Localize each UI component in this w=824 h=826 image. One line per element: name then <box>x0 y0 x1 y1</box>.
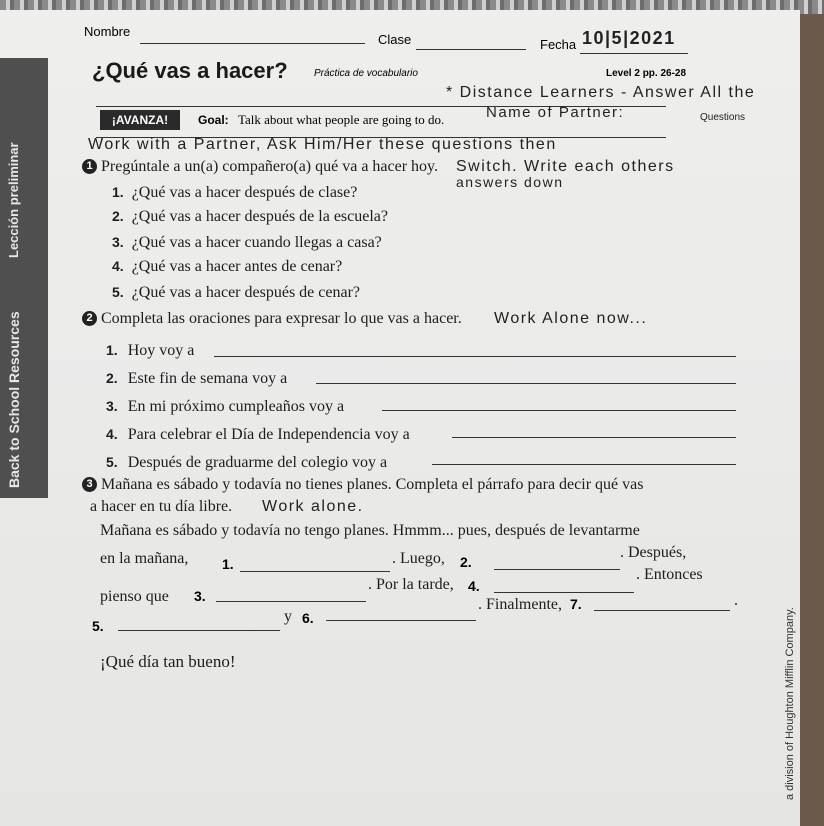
question-number: 5. <box>112 284 124 300</box>
handwritten-partner-instructions: Work with a Partner, Ask Him/Her these questions then <box>88 136 557 153</box>
handwritten-answers-down: answers down <box>456 174 564 190</box>
handwritten-questions: Questions <box>700 112 746 123</box>
sentence-item <box>106 426 410 444</box>
answer-line[interactable] <box>432 464 736 465</box>
question-number: 3. <box>112 234 124 250</box>
fecha-line[interactable] <box>580 53 688 54</box>
question-item <box>112 258 342 276</box>
blank-5-line[interactable] <box>118 630 280 631</box>
sidebar-resources-label: Back to School Resources <box>6 311 22 488</box>
paragraph-y: y <box>284 608 292 625</box>
sentence-text: Este fin de semana voy a <box>127 370 288 387</box>
nombre-label: Nombre <box>84 24 131 39</box>
handwritten-note-distance: * Distance Learners - Answer All the <box>446 84 756 101</box>
paragraph-period: . <box>734 592 738 609</box>
paragraph-entonces: . Entonces <box>636 566 703 583</box>
clase-line[interactable] <box>416 49 526 50</box>
sentence-item <box>106 370 287 388</box>
nombre-line[interactable] <box>140 43 365 44</box>
paragraph-finalmente: . Finalmente, <box>478 596 562 613</box>
question-item <box>112 284 360 302</box>
closing-line: ¡Qué día tan bueno! <box>100 652 236 671</box>
question-text: ¿Qué vas a hacer después de cenar? <box>131 284 360 301</box>
fecha-value: 10|5|2021 <box>582 28 676 48</box>
avanza-badge: ¡AVANZA! <box>100 110 180 130</box>
blank-6-line[interactable] <box>326 620 476 621</box>
side-tab <box>0 58 48 498</box>
handwritten-work-alone: Work alone. <box>262 498 364 515</box>
answer-line[interactable] <box>316 383 736 384</box>
section1-instruction: 1 Pregúntale a un(a) compañero(a) qué va a hacer hoy. <box>82 158 438 176</box>
blank-2-line[interactable] <box>494 569 620 570</box>
paragraph-por-la-tarde: . Por la tarde, <box>368 576 454 593</box>
handwritten-work-alone-now: Work Alone now... <box>494 310 648 327</box>
blank-number-6: 6. <box>302 610 314 626</box>
blank-4-line[interactable] <box>494 592 634 593</box>
question-item <box>112 184 357 202</box>
blank-number-7: 7. <box>570 596 582 612</box>
blank-number-4: 4. <box>468 578 480 594</box>
paragraph-en-la-manana: en la mañana, <box>100 550 189 567</box>
page-subtitle: Práctica de vocabulario <box>314 68 418 79</box>
question-number: 1. <box>112 184 124 200</box>
sidebar-lesson-label: Lección preliminar <box>6 142 21 258</box>
sentence-number: 3. <box>106 398 118 414</box>
question-number: 2. <box>112 208 124 224</box>
fecha-label: Fecha <box>540 37 577 52</box>
section2-number: 2 <box>82 311 97 326</box>
goal-text: Talk about what people are going to do. <box>238 112 445 127</box>
answer-line[interactable] <box>382 410 736 411</box>
paragraph-despues: . Después, <box>620 544 687 561</box>
section3-instruction-2: a hacer en tu día libre. <box>90 498 233 515</box>
sentence-number: 1. <box>106 342 118 358</box>
sentence-number: 2. <box>106 370 118 386</box>
question-item <box>112 234 382 252</box>
sentence-item <box>106 342 194 360</box>
question-item <box>112 208 388 226</box>
question-text: ¿Qué vas a hacer cuando llegas a casa? <box>131 234 382 251</box>
paragraph-pienso-que: pienso que <box>100 588 169 605</box>
level-label: Level 2 pp. 26-28 <box>606 68 687 79</box>
blank-number-3: 3. <box>194 588 206 604</box>
blank-number-5: 5. <box>92 618 104 634</box>
question-text: ¿Qué vas a hacer antes de cenar? <box>131 258 343 275</box>
sentence-text: En mi próximo cumpleaños voy a <box>127 398 345 415</box>
sentence-number: 5. <box>106 454 118 470</box>
answer-line[interactable] <box>214 356 736 357</box>
paragraph-luego: . Luego, <box>392 550 445 567</box>
copyright-text: a division of Houghton Mifflin Company. <box>784 607 796 800</box>
question-text: ¿Qué vas a hacer después de clase? <box>131 184 358 201</box>
question-text: ¿Qué vas a hacer después de la escuela? <box>131 208 388 225</box>
section2-instruction: 2 Completa las oraciones para expresar lo que vas a hacer. <box>82 310 462 328</box>
blank-3-line[interactable] <box>216 601 366 602</box>
paragraph-line-1: Mañana es sábado y todavía no tengo planes. Hmmm... pues, después de levantarme <box>100 522 640 539</box>
handwritten-partner-name: Name of Partner: <box>486 104 625 121</box>
question-number: 4. <box>112 258 124 274</box>
clase-label: Clase <box>378 32 412 47</box>
section3-instruction: 3 Mañana es sábado y todavía no tienes planes. Completa el párrafo para decir qué vas <box>82 476 643 494</box>
goal-label: Goal: <box>198 113 229 127</box>
blank-1-line[interactable] <box>240 571 390 572</box>
blank-number-1: 1. <box>222 556 234 572</box>
section3-number: 3 <box>82 477 97 492</box>
blank-7-line[interactable] <box>594 610 730 611</box>
sentence-item <box>106 398 344 416</box>
sentence-text: Después de graduarme del colegio voy a <box>127 454 388 471</box>
answer-line[interactable] <box>452 437 736 438</box>
sentence-item <box>106 454 387 472</box>
page-title: ¿Qué vas a hacer? <box>92 58 288 83</box>
section1-number: 1 <box>82 159 97 174</box>
blank-number-2: 2. <box>460 554 472 570</box>
sentence-text: Para celebrar el Día de Independencia voy a <box>127 426 410 443</box>
handwritten-switch: Switch. Write each others <box>456 158 675 175</box>
sentence-text: Hoy voy a <box>127 342 195 359</box>
sentence-number: 4. <box>106 426 118 442</box>
